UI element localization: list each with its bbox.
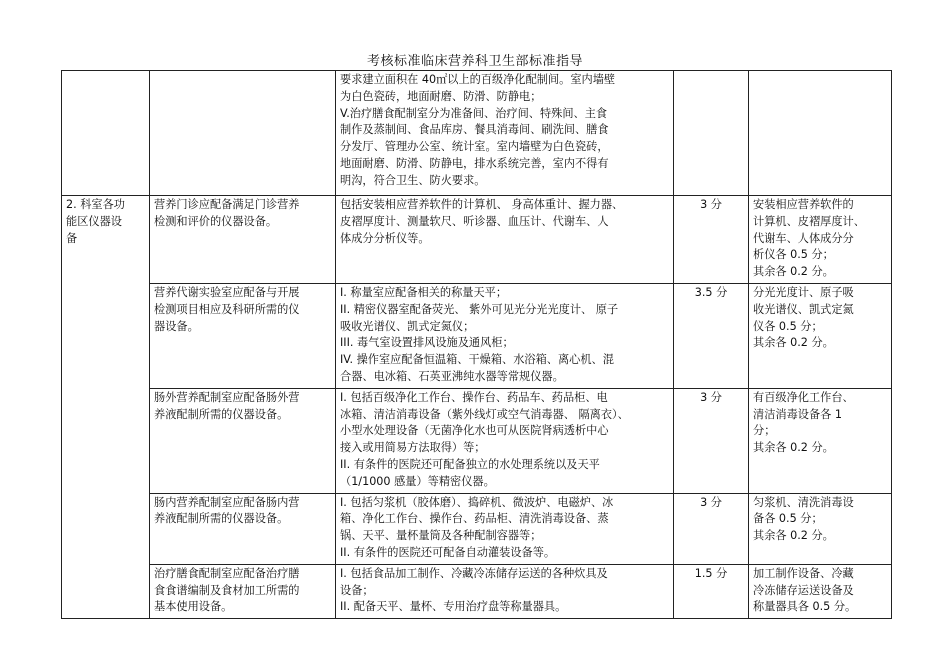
standards-table	[61, 70, 892, 619]
score-cell: 3 分	[674, 388, 749, 493]
score-cell	[674, 71, 749, 196]
item-cell: 治疗膳食配制室应配备治疗膳 食食谱编制及食材加工所需的 基本使用设备。	[150, 564, 336, 618]
score-cell: 3.5 分	[674, 284, 749, 389]
content-cell: 包括安装相应营养软件的计算机、 身高体重计、握力器、 皮褶厚度计、测量软尺、听诊器、血压计、代谢车、人 体成分分析仪等。	[336, 196, 674, 284]
score-cell: 3 分	[674, 196, 749, 284]
rule-cell: 加工制作设备、冷藏 冷冻储存运送设备及 称量器具各 0.5 分。	[749, 564, 892, 618]
rule-cell: 匀浆机、清洗消毒设 备各 0.5 分； 其余各 0.2 分。	[749, 493, 892, 564]
content-cell: 要求建立面积在 40㎡以上的百级净化配制间。室内墙壁 为白色瓷砖，地面耐磨、防滑、防静电； V.治疗膳食配制室分为准备间、治疗间、特殊间、主食 制作及蒸制间、食品库房、餐具消毒间、刷洗间、膳食 分发厅、管理办公室、统计室。室内墙壁为白色瓷砖， 地面耐磨、防滑、防静电，排水系统完善，室内不得有 明沟，符合卫生、防火要求。	[336, 71, 674, 196]
rule-cell: 安装相应营养软件的 计算机、皮褶厚度计、 代谢车、人体成分分 析仪各 0.5 分； 其余各 0.2 分。	[749, 196, 892, 284]
table-row	[62, 196, 892, 284]
table-row	[62, 284, 892, 389]
page-title: 考核标准临床营养科卫生部标准指导	[366, 54, 583, 69]
content-cell: I. 包括百级净化工作台、操作台、药品车、药品柜、电 冰箱、清洁消毒设备（紫外线灯或空气消毒器、 隔离衣）、 小型水处理设备（无菌净化水也可从医院肾病透析中心 接入或用简易方法取得）等； II. 有条件的医院还可配备独立的水处理系统以及天平 （1/1000 感量）等精密仪器。	[336, 388, 674, 493]
item-cell: 营养门诊应配备满足门诊营养 检测和评价的仪器设备。	[150, 196, 336, 284]
table-row	[62, 564, 892, 618]
table-row	[62, 388, 892, 493]
rule-cell: 分光光度计、原子吸 收光谱仪、凯式定氮 仪各 0.5 分； 其余各 0.2 分。	[749, 284, 892, 389]
content-cell: I. 称量室应配备相关的称量天平； II. 精密仪器室配备荧光、 紫外可见光分光光度计、 原子 吸收光谱仪、凯式定氮仪； III. 毒气室设置排风设施及通风柜； IV. 操作室应配备恒温箱、干燥箱、水浴箱、离心机、混 合器、电冰箱、石英亚沸纯水器等常规仪器。	[336, 284, 674, 389]
section-cell	[62, 71, 150, 196]
rule-cell	[749, 71, 892, 196]
item-cell	[150, 71, 336, 196]
table-row	[62, 71, 892, 196]
section-cell: 2. 科室各功 能区仪器设 备	[62, 196, 150, 619]
item-cell: 肠外营养配制室应配备肠外营 养液配制所需的仪器设备。	[150, 388, 336, 493]
content-cell: I. 包括食品加工制作、冷藏冷冻储存运送的各种炊具及 设备； II. 配备天平、量杯、专用治疗盘等称量器具。	[336, 564, 674, 618]
item-cell: 营养代谢实验室应配备与开展 检测项目相应及科研所需的仪 器设备。	[150, 284, 336, 389]
score-cell: 1.5 分	[674, 564, 749, 618]
content-cell: I. 包括匀浆机（胶体磨）、捣碎机、微波炉、电磁炉、冰 箱、净化工作台、操作台、药品柜、清洗消毒设备、蒸 锅、天平、量杯量筒及各种配制容器等； II. 有条件的医院还可配备自动灌装设备等。	[336, 493, 674, 564]
item-cell: 肠内营养配制室应配备肠内营 养液配制所需的仪器设备。	[150, 493, 336, 564]
score-cell: 3 分	[674, 493, 749, 564]
table-row	[62, 493, 892, 564]
rule-cell: 有百级净化工作台、 清洁消毒设备各 1 分； 其余各 0.2 分。	[749, 388, 892, 493]
